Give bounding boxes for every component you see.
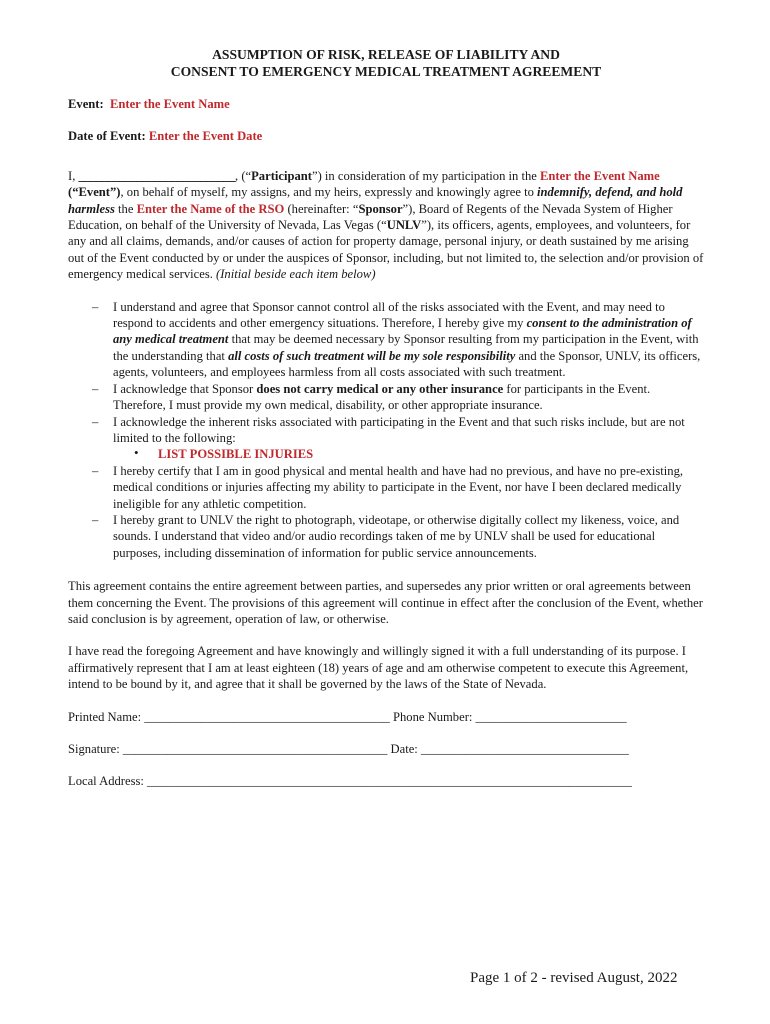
document-title-line-2: CONSENT TO EMERGENCY MEDICAL TREATMENT AGREEMENT: [170, 64, 602, 79]
intro-text: , on behalf of myself, my assigns, and my heirs, expressly and knowingly agree to: [120, 185, 538, 200]
insurance-clause: does not carry medical or any other insurance: [256, 381, 504, 396]
injuries-placeholder[interactable]: LIST POSSIBLE INJURIES: [158, 447, 314, 462]
dash-bullet: –: [92, 381, 99, 396]
participant-name-blank[interactable]: ___________________________: [78, 168, 236, 183]
dash-bullet: –: [92, 414, 99, 429]
phone-number-field[interactable]: Phone Number: ________________________: [392, 709, 627, 724]
acknowledgement-paragraph: I have read the foregoing Agreement and have knowingly and willingly signed it with a full understanding of its purpose. I affirmatively represent that I am at least eighteen (18) years of age and am otherwise competent to execute this Agreement, intend to be bound by it, and agree that it shall be governed by the laws of the State of Nevada.: [68, 644, 689, 692]
intro-text: , (“: [235, 168, 252, 183]
list-item: – I understand and agree that Sponsor cannot control all of the risks associated with the Event, and may need to respond to accidents and other emergency situations. Therefore, I hereby give my consent to the administration of any medical treatment that may be deemed necessary by Sponsor resulting from my participation in the Event, with the understanding that all costs of such treatment will be my sole responsibility and the Sponsor, UNLV, its officers, agents, volunteers, and employees harmless from all costs associated with such treatment.: [92, 299, 701, 380]
intro-text: ”), Board of Regents of the Nevada System of Higher Education, on behalf of the University of Nevada, Las Vegas (“: [68, 201, 673, 233]
rso-name-placeholder[interactable]: Enter the Name of the RSO: [136, 201, 285, 216]
list-item: – I hereby grant to UNLV the right to photograph, videotape, or otherwise digitally collect my likeness, voice, and sounds. I understand that video and/or audio recordings taken of me by UNLV shall be used for educational purposes, including dissemination of information for public service announcements.: [92, 512, 680, 560]
intro-text: ”) in consideration of my participation in the: [311, 168, 541, 183]
page-footer: Page 1 of 2 - revised August, 2022: [470, 970, 678, 986]
injuries-sublist: [68, 446, 704, 462]
intro-text: ”), its officers, agents, employees, and volunteers, for any and all claims, demands, and/or causes of action for property damage, personal injury, or death sustained by me arising out of the Event conducted by or under the auspices of Sponsor, including, but not limited to, the selection and/or provision of emergency medical services.: [68, 218, 704, 282]
costs-clause: all costs of such treatment will be my sole responsibility: [228, 348, 516, 363]
intro-paragraph: I, ___________________________, (“Participant”) in consideration of my participation in the Enter the Event Name (“Event”), on behalf of myself, my assigns, and my heirs, expressly and knowingly agree to indemnify, defend, and hold harmless the Enter the Name of the RSO (hereinafter: “Sponsor”), Board of Regents of the Nevada System of Higher Education, on behalf of the University of Nevada, Las Vegas (“UNLV”), its officers, agents, employees, and volunteers, for any and all claims, demands, and/or causes of action for property damage, personal injury, or death sustained by me arising out of the Event conducted by or under the auspices of Sponsor, including, but not limited to, the selection and/or provision of emergency medical services. (Initial beside each item below): [68, 168, 704, 282]
event-label: Event:: [68, 97, 104, 111]
date-label: Date of Event:: [68, 129, 146, 144]
local-address-row: [68, 773, 704, 789]
sponsor-term: Sponsor: [358, 201, 403, 216]
signature-date-row: [68, 741, 704, 757]
list-item: – I acknowledge that Sponsor does not carry medical or any other insurance for participants in the Event. Therefore, I must provide my own medical, disability, or other appropriate insurance.: [92, 381, 651, 413]
event-date-placeholder[interactable]: Enter the Event Date: [148, 129, 263, 144]
participant-term: Participant: [251, 168, 312, 183]
date-field: [68, 128, 704, 144]
event-name-placeholder[interactable]: Enter the Event Name: [109, 97, 230, 111]
event-term: (“Event”): [68, 185, 121, 200]
terms-list: [68, 299, 704, 447]
intro-text: (hereinafter: “: [284, 201, 359, 216]
dash-bullet: –: [92, 463, 99, 478]
entire-agreement-paragraph: This agreement contains the entire agreement between parties, and supersedes any prior written or oral agreements between them concerning the Event. The provisions of this agreement will continue in effect after the conclusion of the Event, whether said conclusion is by agreement, operation of law, or otherwise.: [68, 579, 703, 626]
event-field: [68, 96, 704, 112]
document-title-line-1: ASSUMPTION OF RISK, RELEASE OF LIABILITY AND: [212, 47, 560, 62]
terms-list-continued: [68, 463, 704, 561]
intro-text: I,: [68, 168, 79, 183]
name-phone-row: [68, 709, 704, 725]
consent-clause: consent to the administration of any medical treatment: [113, 316, 692, 347]
date-signed-field[interactable]: Date: _________________________________: [390, 742, 629, 756]
event-name-placeholder-inline[interactable]: Enter the Event Name: [540, 168, 660, 183]
unlv-term: UNLV: [386, 218, 422, 233]
initial-instruction: (Initial beside each item below): [216, 267, 376, 282]
local-address-field[interactable]: Local Address: _____________________________________________________________________________: [68, 774, 632, 789]
list-item: – I hereby certify that I am in good physical and mental health and have had no previous, and have no pre-existing, medical conditions or injuries affecting my ability to participate in the Event, nor have I been declared medically ineligible for any athletic competition.: [92, 463, 684, 511]
signature-field[interactable]: Signature: __________________________________________: [68, 742, 391, 756]
document-page: [68, 46, 704, 790]
dash-bullet: –: [92, 299, 99, 314]
printed-name-field[interactable]: Printed Name: _______________________________________: [68, 709, 393, 724]
list-item: – I acknowledge the inherent risks associated with participating in the Event and that such risks include, but are not limited to the following:: [92, 414, 685, 445]
indemnify-clause: indemnify, defend, and hold harmless: [68, 185, 683, 216]
dash-bullet: –: [92, 512, 99, 527]
round-bullet: •: [134, 445, 139, 461]
